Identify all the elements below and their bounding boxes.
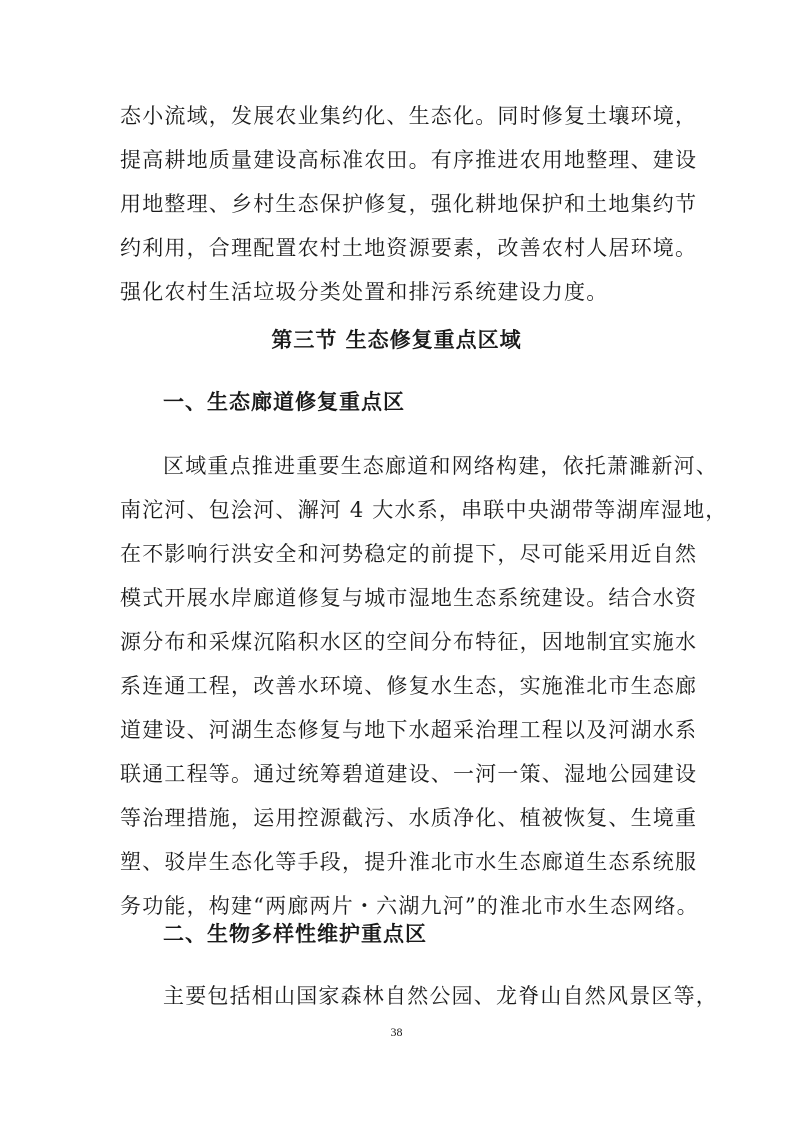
section-title: 第三节 生态修复重点区域	[271, 328, 522, 352]
paragraph-line: 等治理措施，运用控源截污、水质净化、植被恢复、生境重	[120, 806, 698, 830]
paragraph-line: 用地整理、乡村生态保护修复，强化耕地保护和土地集约节	[120, 192, 698, 216]
paragraph-line: 在不影响行洪安全和河势稳定的前提下，尽可能采用近自然	[120, 542, 698, 566]
page-number: 38	[390, 1025, 403, 1039]
paragraph-line: 区域重点推进重要生态廊道和网络构建，依托萧濉新河、	[163, 454, 718, 478]
paragraph-line: 道建设、河湖生态修复与地下水超采治理工程以及河湖水系	[120, 718, 698, 742]
paragraph-line: 强化农村生活垃圾分类处置和排污系统建设力度。	[120, 280, 609, 304]
paragraph-line: 务功能，构建“两廊两片・六湖九河”的淮北市水生态网络。	[120, 894, 699, 918]
paragraph-line: 联通工程等。通过统筹碧道建设、一河一策、湿地公园建设	[120, 762, 698, 786]
paragraph-line: 提高耕地质量建设高标准农田。有序推进农用地整理、建设	[120, 148, 698, 172]
subsection-title-corridor: 一、生态廊道修复重点区	[163, 390, 405, 414]
paragraph-line: 态小流域，发展农业集约化、生态化。同时修复土壤环境，	[120, 104, 698, 128]
subsection-title-biodiversity: 二、生物多样性维护重点区	[163, 922, 427, 946]
paragraph-line: 南沱河、包浍河、澥河 4 大水系，串联中央湖带等湖库湿地，	[120, 498, 728, 522]
paragraph-line: 约利用，合理配置农村土地资源要素，改善农村人居环境。	[120, 236, 698, 260]
paragraph-line: 塑、驳岸生态化等手段，提升淮北市水生态廊道生态系统服	[120, 850, 698, 874]
paragraph-line: 源分布和采煤沉陷积水区的空间分布特征，因地制宜实施水	[120, 630, 698, 654]
paragraph-line: 主要包括相山国家森林自然公园、龙脊山自然风景区等，	[163, 984, 718, 1008]
paragraph-line: 模式开展水岸廊道修复与城市湿地生态系统建设。结合水资	[120, 586, 698, 610]
paragraph-line: 系连通工程，改善水环境、修复水生态，实施淮北市生态廊	[120, 674, 698, 698]
